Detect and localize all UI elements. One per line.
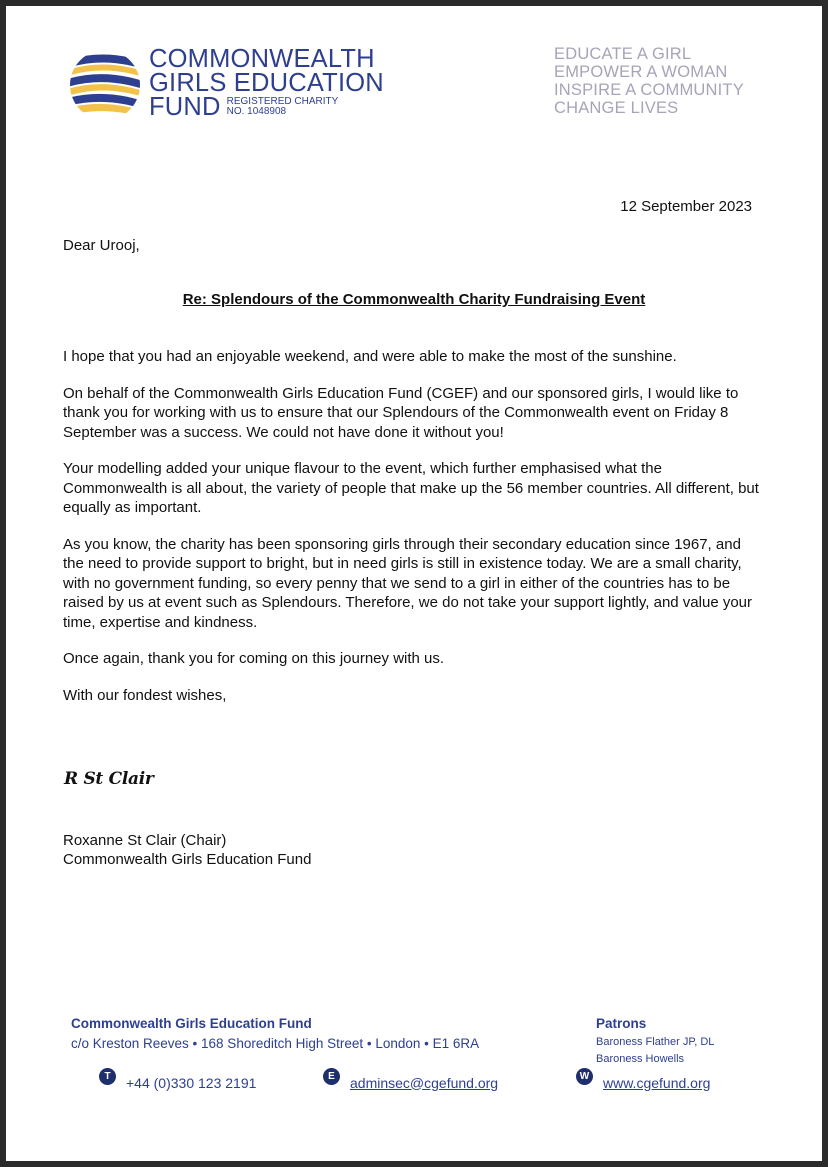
signer-block [63, 831, 311, 869]
org-name-line-1: COMMONWEALTH [149, 45, 375, 73]
letter-body [63, 347, 763, 722]
cgef-logo [69, 45, 409, 127]
signer-org: Commonwealth Girls Education Fund [63, 851, 312, 868]
web-contact [576, 1071, 711, 1091]
website-link[interactable]: www.cgefund.org [603, 1074, 711, 1091]
patrons-title: Patrons [596, 1016, 647, 1031]
email-link[interactable]: adminsec@cgefund.org [350, 1074, 499, 1091]
footer-org-name: Commonwealth Girls Education Fund [71, 1016, 312, 1031]
tagline: EDUCATE A GIRL EMPOWER A WOMAN INSPIRE A COMMUNITY CHANGE LIVES [554, 45, 744, 117]
patron-2: Baroness Howells [596, 1053, 685, 1065]
striped-globe-icon [69, 49, 141, 121]
letter-page [6, 6, 822, 1161]
org-name-line-2: GIRLS EDUCATION [149, 69, 384, 97]
paragraph: Your modelling added your unique flavour to the event, which further emphasised what the Commonwealth is all about, the variety of people that make up the 56 member countries. All different, but equally as important. [63, 460, 759, 516]
salutation: Dear Urooj, [63, 237, 140, 254]
paragraph: Once again, thank you for coming on this journey with us. [63, 650, 445, 667]
paragraph: On behalf of the Commonwealth Girls Education Fund (CGEF) and our sponsored girls, I would like to thank you for working with us to ensure that our Splendours of the Commonwealth event on Friday 8 September was a success. We could not have done it without you! [63, 384, 739, 441]
org-name-line-3: FUND [149, 93, 221, 121]
email-contact [323, 1071, 499, 1091]
phone-icon: T [99, 1068, 116, 1085]
signature: R St Clair [64, 769, 154, 789]
org-name [149, 47, 384, 119]
phone-number: +44 (0)330 123 2191 [126, 1074, 257, 1091]
signer-name: Roxanne St Clair (Chair) [63, 832, 227, 849]
registered-charity: REGISTERED CHARITY NO. 1048908 [226, 96, 339, 117]
paragraph: I hope that you had an enjoyable weekend, and were able to make the most of the sunshine. [63, 348, 677, 365]
paragraph: As you know, the charity has been sponsoring girls through their secondary education since 1967, and the need to provide support to bright, but in need girls is still in existence today. We are a small charity, with no government funding, so every penny that we send to a girl in either of the countries has to be raised by us at event such as Splendours. Therefore, we do not take your support lightly, and value your time, expertise and kindness. [63, 535, 753, 631]
letter-date: 12 September 2023 [620, 198, 752, 215]
web-icon: W [576, 1068, 593, 1085]
footer-address: c/o Kreston Reeves • 168 Shoreditch High Street • London • E1 6RA [71, 1036, 480, 1051]
email-icon: E [323, 1068, 340, 1085]
patron-1: Baroness Flather JP, DL [596, 1036, 715, 1048]
closing: With our fondest wishes, [63, 686, 227, 704]
phone-contact [99, 1071, 257, 1091]
subject-line: Re: Splendours of the Commonwealth Charity Fundraising Event [182, 291, 646, 308]
